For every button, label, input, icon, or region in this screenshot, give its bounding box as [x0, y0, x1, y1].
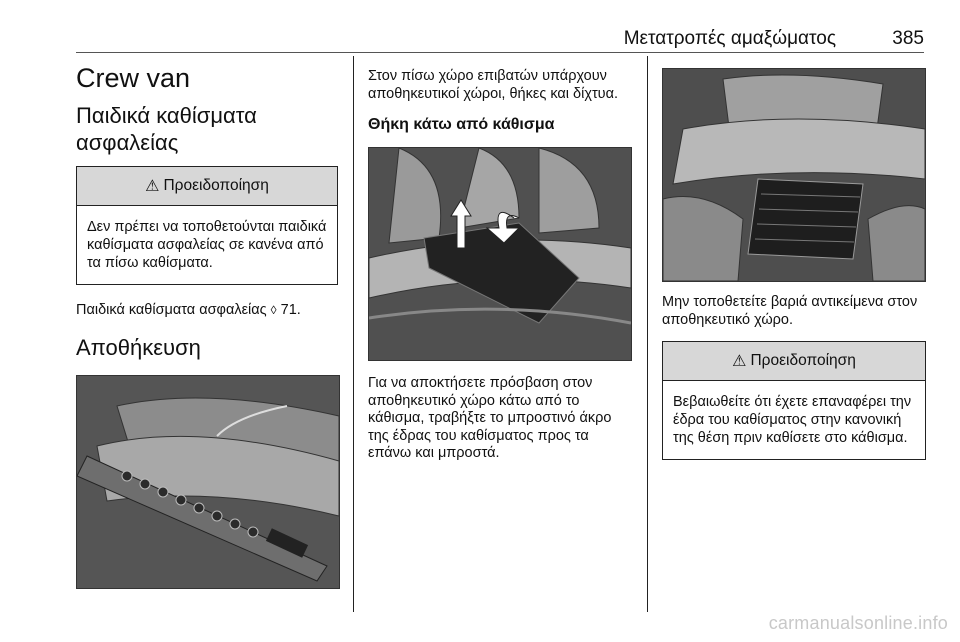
warning-label: Προειδοποίηση [750, 352, 856, 369]
column-divider [647, 56, 648, 612]
storage-title: Αποθήκευση [76, 334, 201, 360]
chapter-title: Μετατροπές αμαξώματος [623, 28, 836, 49]
column-3 [662, 56, 926, 460]
intro-paragraph: Στον πίσω χώρο επιβατών υπάρχουν αποθηκευτικοί χώροι, θήκες και δίχτυα. [368, 68, 619, 102]
crossref-paragraph [76, 302, 338, 320]
warning-text: Δεν πρέπει να τοποθετούνται παιδικά καθίσματα ασφαλείας σε κανένα από τα πίσω καθίσματα. [87, 219, 327, 271]
column-2 [368, 56, 632, 463]
warning-box [76, 166, 338, 285]
page-header [76, 28, 924, 53]
underseat-paragraph: Για να αποκτήσετε πρόσβαση στον αποθηκευτικό χώρο κάτω από το κάθισμα, τραβήξτε το μπροστινό άκρο της έδρας του καθίσματος προς τα επάνω και μπροστά. [368, 375, 612, 461]
watermark: carmanualsonline.info [768, 613, 948, 633]
heavy-items-paragraph: Μην τοποθετείτε βαριά αντικείμενα στον αποθηκευτικό χώρο. [662, 294, 918, 328]
warning-box [662, 341, 926, 460]
column-1 [76, 56, 338, 589]
subsection-title: Παιδικά καθίσματα ασφαλείας [76, 103, 257, 155]
warning-label: Προειδοποίηση [163, 177, 269, 194]
crossref-arrow-icon: ◊ [270, 303, 277, 317]
warning-text: Βεβαιωθείτε ότι έχετε επαναφέρει την έδρα του καθίσματος στην κανονική της θέση πριν καθίσετε στο κάθισμα. [673, 394, 912, 446]
warning-icon: ⚠ [145, 178, 160, 195]
storage-compartment-illustration [662, 68, 926, 282]
warning-header [663, 342, 925, 381]
crossref-text: Παιδικά καθίσματα ασφαλείας [76, 302, 267, 318]
crossref-page[interactable]: 71. [280, 302, 301, 318]
column-divider [353, 56, 354, 612]
underseat-title: Θήκη κάτω από κάθισμα [368, 116, 555, 133]
warning-header [77, 167, 337, 206]
section-title: Crew van [76, 63, 191, 93]
seat-storage-illustration [76, 375, 340, 589]
warning-icon: ⚠ [732, 353, 747, 370]
page-number: 385 [892, 28, 924, 49]
underseat-illustration [368, 147, 632, 361]
